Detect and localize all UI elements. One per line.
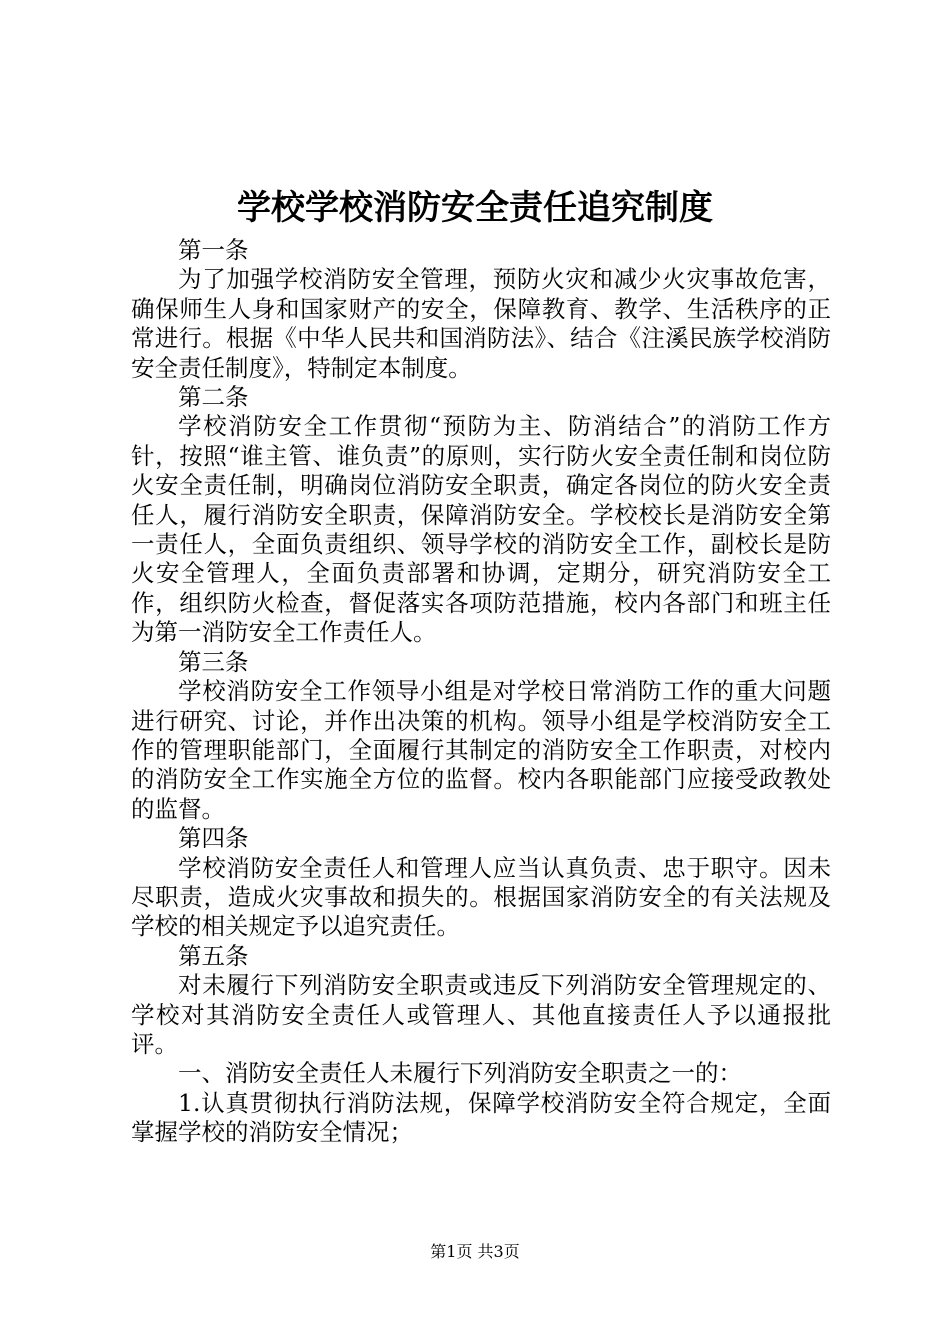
article-heading: 第四条 <box>178 824 249 853</box>
article-heading: 第五条 <box>178 941 249 970</box>
article-heading: 第一条 <box>178 236 249 264</box>
paragraph: 学校消防安全工作领导小组是对学校日常消防工作的重大问题进行研究、讨论，并作出决策的机构。领导小组是学校消防安全工作的管理职能部门，全面履行其制定的消防安全工作职责，对校内的消防安全工作实施全方位的监督。校内各职能部门应接受政教处的监督。 <box>131 677 831 823</box>
paragraph: 对未履行下列消防安全职责或违反下列消防安全管理规定的、学校对其消防安全责任人或管理人、其他直接责任人予以通报批评。 <box>131 971 831 1058</box>
document-body <box>131 236 831 1148</box>
list-item: 1.认真贯彻执行消防法规，保障学校消防安全符合规定，全面掌握学校的消防安全情况； <box>131 1088 831 1147</box>
page-footer: 第1页 共3页 <box>430 1242 520 1261</box>
article-heading: 第三条 <box>178 647 249 676</box>
list-heading: 一、消防安全责任人未履行下列消防安全职责之一的： <box>178 1059 742 1088</box>
document-title: 学校学校消防安全责任追究制度 <box>237 188 713 228</box>
paragraph: 学校消防安全工作贯彻“预防为主、防消结合”的消防工作方针，按照“谁主管、谁负责”的原则，实行防火安全责任制和岗位防火安全责任制，明确岗位消防安全职责，确定各岗位的防火安全责任人，履行消防安全职责，保障消防安全。学校校长是消防安全第一责任人，全面负责组织、领导学校的消防安全工作，副校长是防火安全管理人，全面负责部署和协调，定期分，研究消防安全工作，组织防火检查，督促落实各项防范措施，校内各部门和班主任为第一消防安全工作责任人。 <box>131 412 831 647</box>
paragraph: 学校消防安全责任人和管理人应当认真负责、忠于职守。因未尽职责，造成火灾事故和损失的。根据国家消防安全的有关法规及学校的相关规定予以追究责任。 <box>131 853 831 941</box>
paragraph: 为了加强学校消防安全管理，预防火灾和减少火灾事故危害，确保师生人身和国家财产的安全，保障教育、教学、生活秩序的正常进行。根据《中华人民共和国消防法》、结合《注溪民族学校消防安全责任制度》，特制定本制度。 <box>131 265 831 382</box>
article-heading: 第二条 <box>178 383 249 412</box>
